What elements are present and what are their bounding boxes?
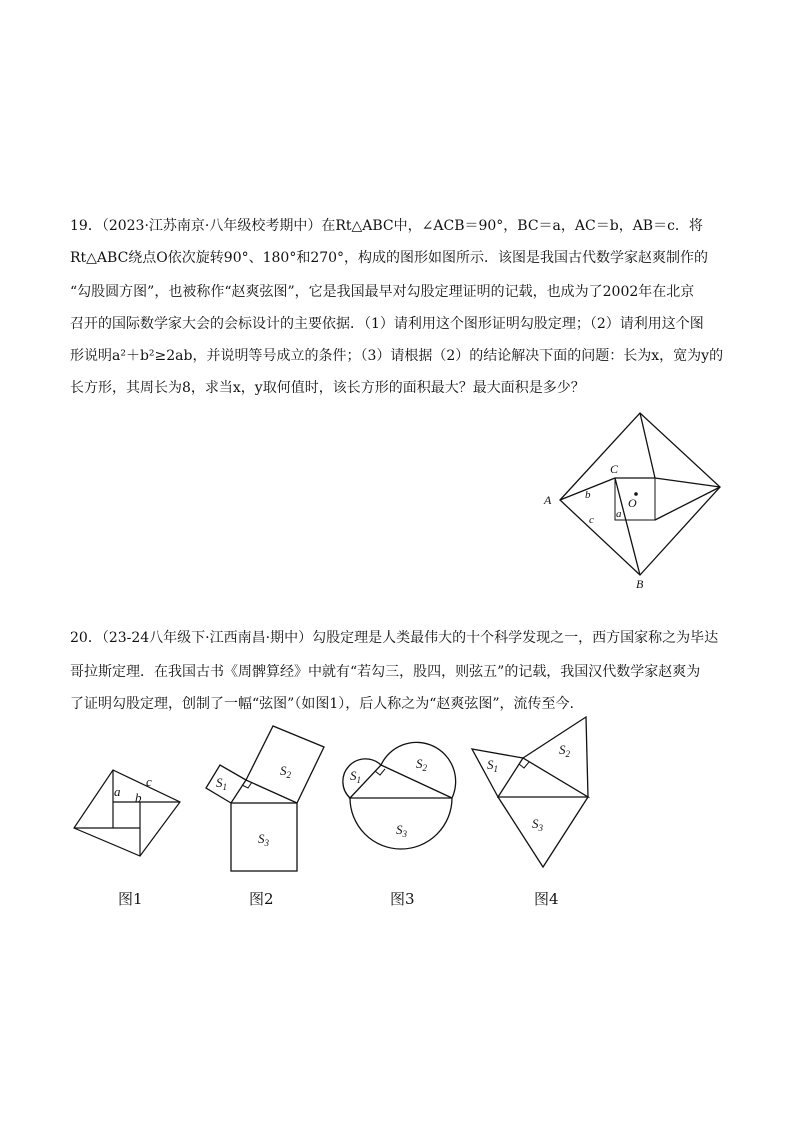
fig4-s1: $S_1$ [487, 757, 498, 774]
q19-figure [530, 405, 740, 590]
fig2-squares-diagram [198, 725, 338, 875]
q19-line-2: Rt△ABC绕点O依次旋转90°、180°和270°，构成的图形如图所示．该图是我国古代数学家赵爽制作的 [70, 250, 709, 266]
label-O: O [628, 496, 637, 510]
fig1-label-c: c [146, 774, 152, 789]
fig2-s3: $S_3$ [258, 831, 269, 848]
fig2-s2: $S_2$ [280, 763, 291, 780]
fig3-s1: $S_1$ [350, 768, 361, 785]
fig1-label-a: a [114, 784, 121, 799]
label-b: b [585, 489, 591, 501]
fig4-caption: 图4 [534, 890, 559, 908]
q20-line-1: 20．（23-24八年级下·江西南昌·期中）勾股定理是人类最伟大的十个科学发现之一，西方国家称之为毕达 [70, 630, 719, 646]
fig3-s3: $S_3$ [396, 822, 407, 839]
label-C: C [610, 462, 619, 476]
q19-line-3: “勾股圆方图”，也被称作“赵爽弦图”，它是我国最早对勾股定理证明的记载，也成为了2002年在北京 [70, 284, 695, 300]
q19-line-4: 召开的国际数学家大会的会标设计的主要依据．（1）请利用这个图形证明勾股定理；（2）请利用这个图 [70, 316, 704, 332]
fig2-caption: 图2 [249, 890, 274, 908]
fig4-s3: $S_3$ [532, 816, 543, 833]
fig1-label-b: b [135, 790, 142, 805]
q20-line-2: 哥拉斯定理．在我国古书《周髀算经》中就有“若勾三，股四，则弦五”的记载，我国汉代数学家赵爽为 [70, 664, 701, 680]
fig3-s2: $S_2$ [416, 756, 427, 773]
label-A: A [544, 493, 552, 507]
q20-line-3: 了证明勾股定理，创制了一幅“弦图”（如图1），后人称之为“赵爽弦图”，流传至今. [70, 696, 574, 712]
fig3-semicircles-diagram [338, 740, 468, 880]
label-c: c [589, 514, 594, 526]
label-B: B [636, 577, 644, 590]
q19-line-6: 长方形，其周长为8，求当x，y取何值时，该长方形的面积最大？最大面积是多少？ [70, 380, 585, 396]
q19-line-5: 形说明a²＋b²≥2ab，并说明等号成立的条件；（3）请根据（2）的结论解决下面的问题：长为x，宽为y的 [70, 348, 724, 364]
fig3-caption: 图3 [390, 890, 415, 908]
fig2-s1: $S_1$ [216, 775, 227, 792]
fig1-caption: 图1 [118, 890, 143, 908]
label-a: a [616, 508, 622, 520]
fig4-s2: $S_2$ [559, 742, 570, 759]
q19-line-1: 19．（2023·江苏南京·八年级校考期中）在Rt△ABC中，∠ACB＝90°，BC＝a，AC＝b，AB＝c．将 [70, 218, 703, 234]
fig4-triangles-diagram [466, 715, 616, 875]
fig1-string-diagram [68, 758, 188, 858]
